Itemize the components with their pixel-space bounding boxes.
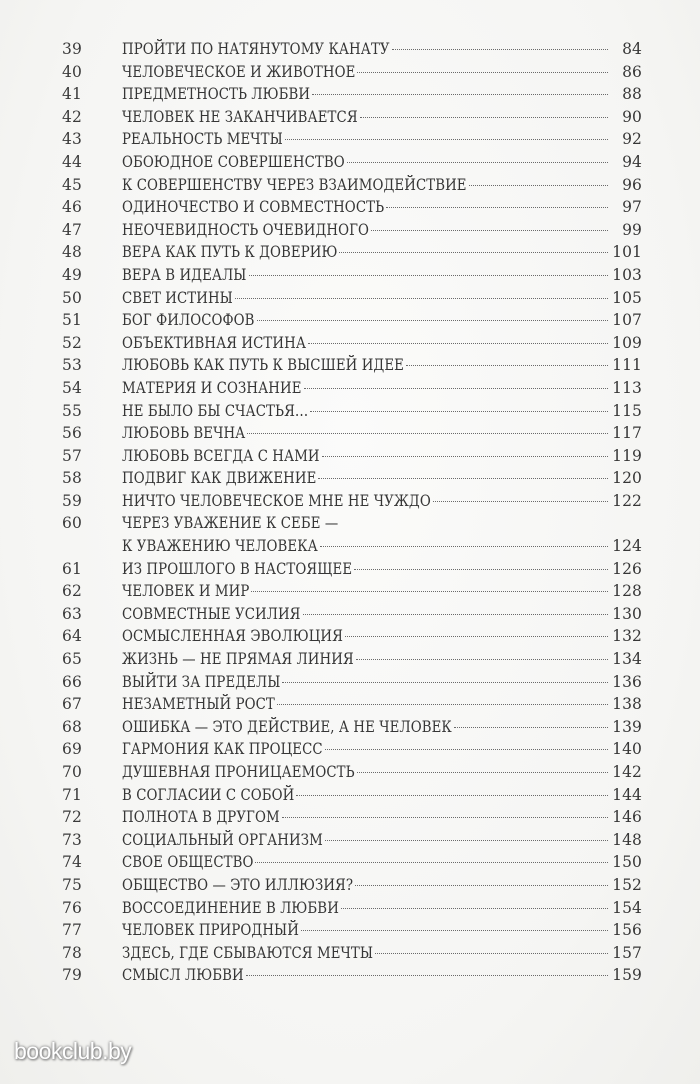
chapter-number: 40 <box>62 62 82 81</box>
chapter-number: 63 <box>62 604 82 623</box>
toc-entry <box>62 512 642 557</box>
page-number: 146 <box>612 808 642 827</box>
chapter-title: НЕ БЫЛО БЫ СЧАСТЬЯ… <box>122 401 309 420</box>
toc-entry <box>62 603 642 626</box>
toc-entry <box>62 354 642 377</box>
page-number: 90 <box>622 107 642 126</box>
dot-leader <box>433 501 608 502</box>
dot-leader <box>322 456 608 457</box>
page-number: 99 <box>622 220 642 239</box>
chapter-title: МАТЕРИЯ И СОЗНАНИЕ <box>122 378 302 397</box>
toc-entry <box>62 851 642 874</box>
chapter-number: 79 <box>62 966 82 985</box>
toc-entry <box>62 287 642 310</box>
toc-entry <box>62 219 642 242</box>
chapter-number: 60 <box>62 514 82 533</box>
chapter-number: 69 <box>62 740 82 759</box>
page-number: 120 <box>612 469 642 488</box>
dot-leader <box>310 411 608 412</box>
chapter-number: 78 <box>62 943 82 962</box>
dot-leader <box>257 320 608 321</box>
dot-leader <box>392 49 608 50</box>
chapter-number: 50 <box>62 288 82 307</box>
toc-entry <box>62 241 642 264</box>
toc-entry <box>62 874 642 897</box>
dot-leader <box>469 185 608 186</box>
chapter-number: 58 <box>62 469 82 488</box>
chapter-number: 74 <box>62 853 82 872</box>
page-number: 111 <box>612 356 642 375</box>
chapter-number: 76 <box>62 898 82 917</box>
dot-leader <box>357 72 608 73</box>
chapter-number: 64 <box>62 627 82 646</box>
chapter-title: ЧЕЛОВЕЧЕСКОЕ И ЖИВОТНОЕ <box>122 62 356 81</box>
toc-entry <box>62 38 642 61</box>
dot-leader <box>251 591 608 592</box>
toc-entry <box>62 580 642 603</box>
chapter-title: ЛЮБОВЬ КАК ПУТЬ К ВЫСШЕЙ ИДЕЕ <box>122 356 404 375</box>
dot-leader <box>246 975 608 976</box>
chapter-title: РЕАЛЬНОСТЬ МЕЧТЫ <box>122 130 283 149</box>
dot-leader <box>285 139 608 140</box>
toc-entry <box>62 151 642 174</box>
page-number: 154 <box>612 898 642 917</box>
chapter-number: 72 <box>62 808 82 827</box>
chapter-title: БОГ ФИЛОСОФОВ <box>122 311 255 330</box>
chapter-number: 44 <box>62 152 82 171</box>
toc-entry <box>62 942 642 965</box>
chapter-title: ПРОЙТИ ПО НАТЯНУТОМУ КАНАТУ <box>122 40 390 58</box>
chapter-number: 39 <box>62 40 82 58</box>
dot-leader <box>282 817 608 818</box>
toc-entry <box>62 106 642 129</box>
page-number: 128 <box>612 582 642 601</box>
chapter-title: ВЕРА КАК ПУТЬ К ДОВЕРИЮ <box>122 243 338 262</box>
dot-leader <box>355 885 608 886</box>
chapter-title: ЖИЗНЬ — НЕ ПРЯМАЯ ЛИНИЯ <box>122 650 354 669</box>
dot-leader <box>357 772 608 773</box>
toc-entry <box>62 784 642 807</box>
toc-entry <box>62 309 642 332</box>
toc-entry <box>62 422 642 445</box>
toc-entry <box>62 648 642 671</box>
page-number: 113 <box>612 378 642 397</box>
chapter-number: 55 <box>62 401 82 420</box>
chapter-title: ЧЕЛОВЕК ПРИРОДНЫЙ <box>122 921 299 940</box>
dot-leader <box>301 930 608 931</box>
chapter-title: ГАРМОНИЯ КАК ПРОЦЕСС <box>122 740 323 759</box>
chapter-title: НЕОЧЕВИДНОСТЬ ОЧЕВИДНОГО <box>122 220 370 239</box>
page-number: 150 <box>612 853 642 872</box>
chapter-title: К СОВЕРШЕНСТВУ ЧЕРЕЗ ВЗАИМОДЕЙСТВИЕ <box>122 175 467 194</box>
chapter-title: ПОЛНОТА В ДРУГОМ <box>122 808 280 827</box>
toc-entry <box>62 490 642 513</box>
page-number: 156 <box>612 921 642 940</box>
page-number: 97 <box>622 198 642 217</box>
page-number: 144 <box>612 785 642 804</box>
chapter-title: СВОЕ ОБЩЕСТВО <box>122 853 254 872</box>
page-number: 139 <box>612 717 642 736</box>
dot-leader <box>347 162 608 163</box>
page-number: 148 <box>612 830 642 849</box>
page-number: 109 <box>612 333 642 352</box>
chapter-number: 45 <box>62 175 82 194</box>
page-number: 124 <box>612 537 642 556</box>
dot-leader <box>247 433 608 434</box>
dot-leader <box>345 636 608 637</box>
page-number: 105 <box>612 288 642 307</box>
chapter-title: ОСМЫСЛЕННАЯ ЭВОЛЮЦИЯ <box>122 627 343 646</box>
dot-leader <box>235 298 608 299</box>
dot-leader <box>296 795 608 796</box>
page-number: 88 <box>622 85 642 104</box>
toc-entry <box>62 467 642 490</box>
chapter-number: 51 <box>62 311 82 330</box>
chapter-number: 73 <box>62 830 82 849</box>
chapter-title: НЕЗАМЕТНЫЙ РОСТ <box>122 695 275 714</box>
chapter-number: 48 <box>62 243 82 262</box>
dot-leader <box>312 94 608 95</box>
chapter-number: 49 <box>62 265 82 284</box>
toc-entry <box>62 625 642 648</box>
page-number: 84 <box>622 40 642 58</box>
chapter-title: ЗДЕСЬ, ГДЕ СБЫВАЮТСЯ МЕЧТЫ <box>122 943 374 962</box>
chapter-number: 71 <box>62 785 82 804</box>
page-number: 96 <box>622 175 642 194</box>
page-number: 142 <box>612 763 642 781</box>
chapter-number: 59 <box>62 491 82 510</box>
dot-leader <box>308 343 608 344</box>
chapter-title: ОБЩЕСТВО — ЭТО ИЛЛЮЗИЯ? <box>122 875 354 894</box>
toc-entry <box>62 693 642 716</box>
chapter-number: 62 <box>62 582 82 601</box>
page-number: 92 <box>622 130 642 149</box>
chapter-title-line1: ЧЕРЕЗ УВАЖЕНИЕ К СЕБЕ — <box>122 514 339 533</box>
dot-leader <box>375 953 608 954</box>
chapter-title: К УВАЖЕНИЮ ЧЕЛОВЕКА <box>122 537 318 556</box>
dot-leader <box>318 478 608 479</box>
chapter-number: 66 <box>62 672 82 691</box>
chapter-title: ВЫЙТИ ЗА ПРЕДЕЛЫ <box>122 672 281 691</box>
dot-leader <box>325 840 608 841</box>
dot-leader <box>386 207 608 208</box>
page-number: 134 <box>612 650 642 669</box>
chapter-title: В СОГЛАСИИ С СОБОЙ <box>122 785 295 804</box>
chapter-number: 46 <box>62 198 82 217</box>
page-number: 119 <box>612 446 642 465</box>
chapter-title: СОВМЕСТНЫЕ УСИЛИЯ <box>122 604 301 623</box>
dot-leader <box>360 117 608 118</box>
chapter-number: 68 <box>62 717 82 736</box>
chapter-title: ВЕРА В ИДЕАЛЫ <box>122 265 247 284</box>
chapter-number: 61 <box>62 559 82 578</box>
chapter-title: ЧЕЛОВЕК НЕ ЗАКАНЧИВАЕТСЯ <box>122 107 358 126</box>
chapter-title: ОДИНОЧЕСТВО И СОВМЕСТНОСТЬ <box>122 198 385 217</box>
dot-leader <box>371 230 608 231</box>
chapter-number: 53 <box>62 356 82 375</box>
page-number: 136 <box>612 672 642 691</box>
dot-leader <box>454 727 608 728</box>
chapter-title: ДУШЕВНАЯ ПРОНИЦАЕМОСТЬ <box>122 763 355 781</box>
toc-entry <box>62 264 642 287</box>
page-number: 117 <box>612 424 642 443</box>
page-number: 130 <box>612 604 642 623</box>
page-number: 132 <box>612 627 642 646</box>
chapter-title: ПОДВИГ КАК ДВИЖЕНИЕ <box>122 469 317 488</box>
dot-leader <box>255 862 608 863</box>
watermark-logo: bookclub.by <box>14 1038 132 1064</box>
page-number: 152 <box>612 875 642 894</box>
toc-entry <box>62 829 642 852</box>
dot-leader <box>320 546 608 547</box>
toc-entry <box>62 558 642 581</box>
chapter-number: 57 <box>62 446 82 465</box>
dot-leader <box>406 365 608 366</box>
toc-entry <box>62 83 642 106</box>
page-number: 101 <box>612 243 642 262</box>
toc-entry <box>62 174 642 197</box>
dot-leader <box>282 682 608 683</box>
page-number: 138 <box>612 695 642 714</box>
chapter-title: СВЕТ ИСТИНЫ <box>122 288 233 307</box>
dot-leader <box>354 569 608 570</box>
chapter-number: 54 <box>62 378 82 397</box>
dot-leader <box>249 275 609 276</box>
chapter-number: 77 <box>62 921 82 940</box>
page-number: 103 <box>612 265 642 284</box>
chapter-title: ВОССОЕДИНЕНИЕ В ЛЮБВИ <box>122 898 339 917</box>
chapter-number: 70 <box>62 763 82 781</box>
dot-leader <box>325 749 608 750</box>
dot-leader <box>303 614 608 615</box>
toc-entry <box>62 919 642 942</box>
toc-entry <box>62 671 642 694</box>
page-number: 157 <box>612 943 642 962</box>
toc-entry <box>62 61 642 84</box>
toc-entry <box>62 716 642 739</box>
dot-leader <box>341 908 608 909</box>
chapter-title: ИЗ ПРОШЛОГО В НАСТОЯЩЕЕ <box>122 559 353 578</box>
page-number: 86 <box>622 62 642 81</box>
chapter-number: 65 <box>62 650 82 669</box>
page-number: 122 <box>612 491 642 510</box>
chapter-title: СМЫСЛ ЛЮБВИ <box>122 966 244 985</box>
chapter-title: ОБЪЕКТИВНАЯ ИСТИНА <box>122 333 307 352</box>
chapter-title: ЧЕЛОВЕК И МИР <box>122 582 250 601</box>
page-number: 140 <box>612 740 642 759</box>
chapter-title: ЛЮБОВЬ ВСЕГДА С НАМИ <box>122 446 320 465</box>
dot-leader <box>356 659 608 660</box>
page-number: 115 <box>612 401 642 420</box>
chapter-number: 47 <box>62 220 82 239</box>
toc-entry <box>62 738 642 761</box>
toc-entry <box>62 400 642 423</box>
chapter-title: ЛЮБОВЬ ВЕЧНА <box>122 424 246 443</box>
chapter-number: 43 <box>62 130 82 149</box>
chapter-title: ОБОЮДНОЕ СОВЕРШЕНСТВО <box>122 152 345 171</box>
table-of-contents <box>62 38 642 987</box>
page-number: 159 <box>612 966 642 985</box>
toc-entry <box>62 806 642 829</box>
chapter-number: 52 <box>62 333 82 352</box>
dot-leader <box>304 388 609 389</box>
chapter-title: ОШИБКА — ЭТО ДЕЙСТВИЕ, А НЕ ЧЕЛОВЕК <box>122 717 452 736</box>
page-number: 107 <box>612 311 642 330</box>
chapter-number: 56 <box>62 424 82 443</box>
chapter-number: 41 <box>62 85 82 104</box>
chapter-title: ПРЕДМЕТНОСТЬ ЛЮБВИ <box>122 85 311 104</box>
dot-leader <box>277 704 608 705</box>
toc-entry <box>62 332 642 355</box>
page-number: 94 <box>622 152 642 171</box>
chapter-number: 67 <box>62 695 82 714</box>
toc-entry <box>62 445 642 468</box>
toc-entry <box>62 377 642 400</box>
toc-entry <box>62 964 642 987</box>
chapter-title: НИЧТО ЧЕЛОВЕЧЕСКОЕ МНЕ НЕ ЧУЖДО <box>122 491 431 510</box>
toc-entry <box>62 897 642 920</box>
toc-entry <box>62 196 642 219</box>
dot-leader <box>339 252 608 253</box>
page-number: 126 <box>612 559 642 578</box>
toc-entry <box>62 128 642 151</box>
chapter-number: 42 <box>62 107 82 126</box>
chapter-title: СОЦИАЛЬНЫЙ ОРГАНИЗМ <box>122 830 323 849</box>
chapter-number: 75 <box>62 875 82 894</box>
toc-entry <box>62 761 642 784</box>
